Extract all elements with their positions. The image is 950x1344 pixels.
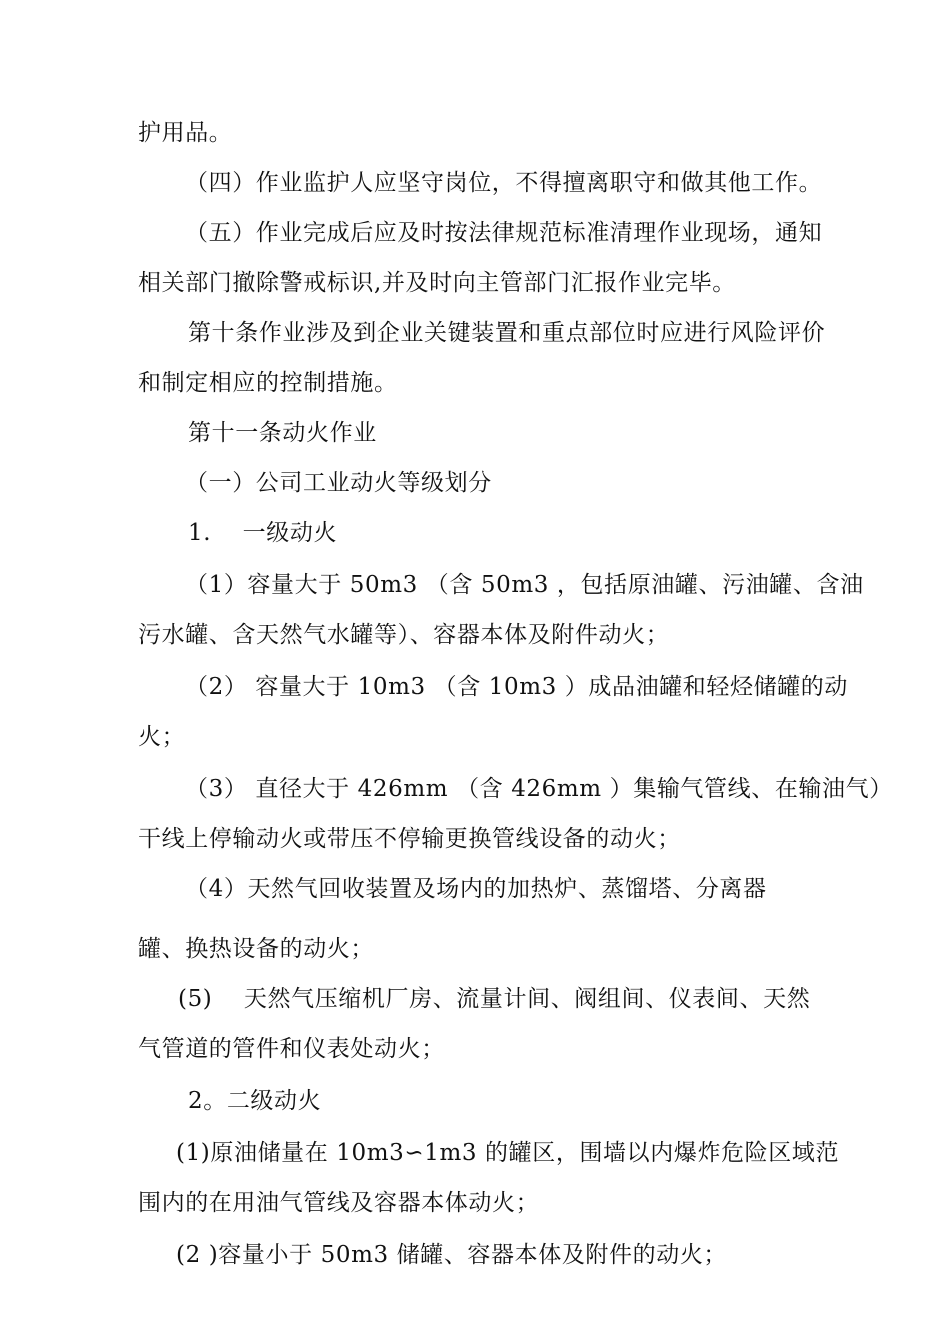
- text-line-9: 1. 一级动火: [188, 520, 338, 546]
- text-line-23: (2 )容量小于 50m3 储罐、容器本体及附件的动火；: [176, 1242, 728, 1268]
- text-line-16: （4）天然气回收装置及场内的加热炉、蒸馏塔、分离器: [185, 876, 767, 902]
- text-line-1: 护用品。: [138, 120, 233, 146]
- text-line-14: （3） 直径大于 426mm （含 426mm ）集输气管线、在输油气）: [185, 776, 893, 802]
- text-line-3: （五）作业完成后应及时按法律规范标准清理作业现场，通知: [185, 220, 823, 246]
- text-line-13: 火；: [138, 724, 186, 750]
- text-line-4: 相关部门撤除警戒标识,并及时向主管部门汇报作业完毕。: [138, 270, 736, 296]
- text-line-2: （四）作业监护人应坚守岗位，不得擅离职守和做其他工作。: [185, 170, 823, 196]
- text-line-18: (5) 天然气压缩机厂房、流量计间、阀组间、仪表间、天然: [178, 986, 811, 1012]
- text-line-21: (1)原油储量在 10m3∽1m3 的罐区，围墙以内爆炸危险区域范: [176, 1140, 840, 1166]
- text-line-17: 罐、换热设备的动火；: [138, 936, 374, 962]
- text-line-19: 气管道的管件和仪表处动火；: [138, 1036, 445, 1062]
- text-line-15: 干线上停输动火或带压不停输更换管线设备的动火；: [138, 826, 681, 852]
- text-line-5: 第十条作业涉及到企业关键装置和重点部位时应进行风险评价: [188, 320, 826, 346]
- text-line-12: （2） 容量大于 10m3 （含 10m3 ）成品油罐和轻烃储罐的动: [185, 674, 849, 700]
- text-line-20: 2。二级动火: [188, 1088, 322, 1114]
- text-line-7: 第十一条动火作业: [188, 420, 377, 446]
- text-line-11: 污水罐、含天然气水罐等）、容器本体及附件动火；: [138, 622, 670, 648]
- text-line-8: （一）公司工业动火等级划分: [185, 470, 492, 496]
- text-line-10: （1）容量大于 50m3 （含 50m3 ，包括原油罐、污油罐、含油: [185, 572, 864, 598]
- text-line-6: 和制定相应的控制措施。: [138, 370, 398, 396]
- text-line-22: 围内的在用油气管线及容器本体动火；: [138, 1190, 540, 1216]
